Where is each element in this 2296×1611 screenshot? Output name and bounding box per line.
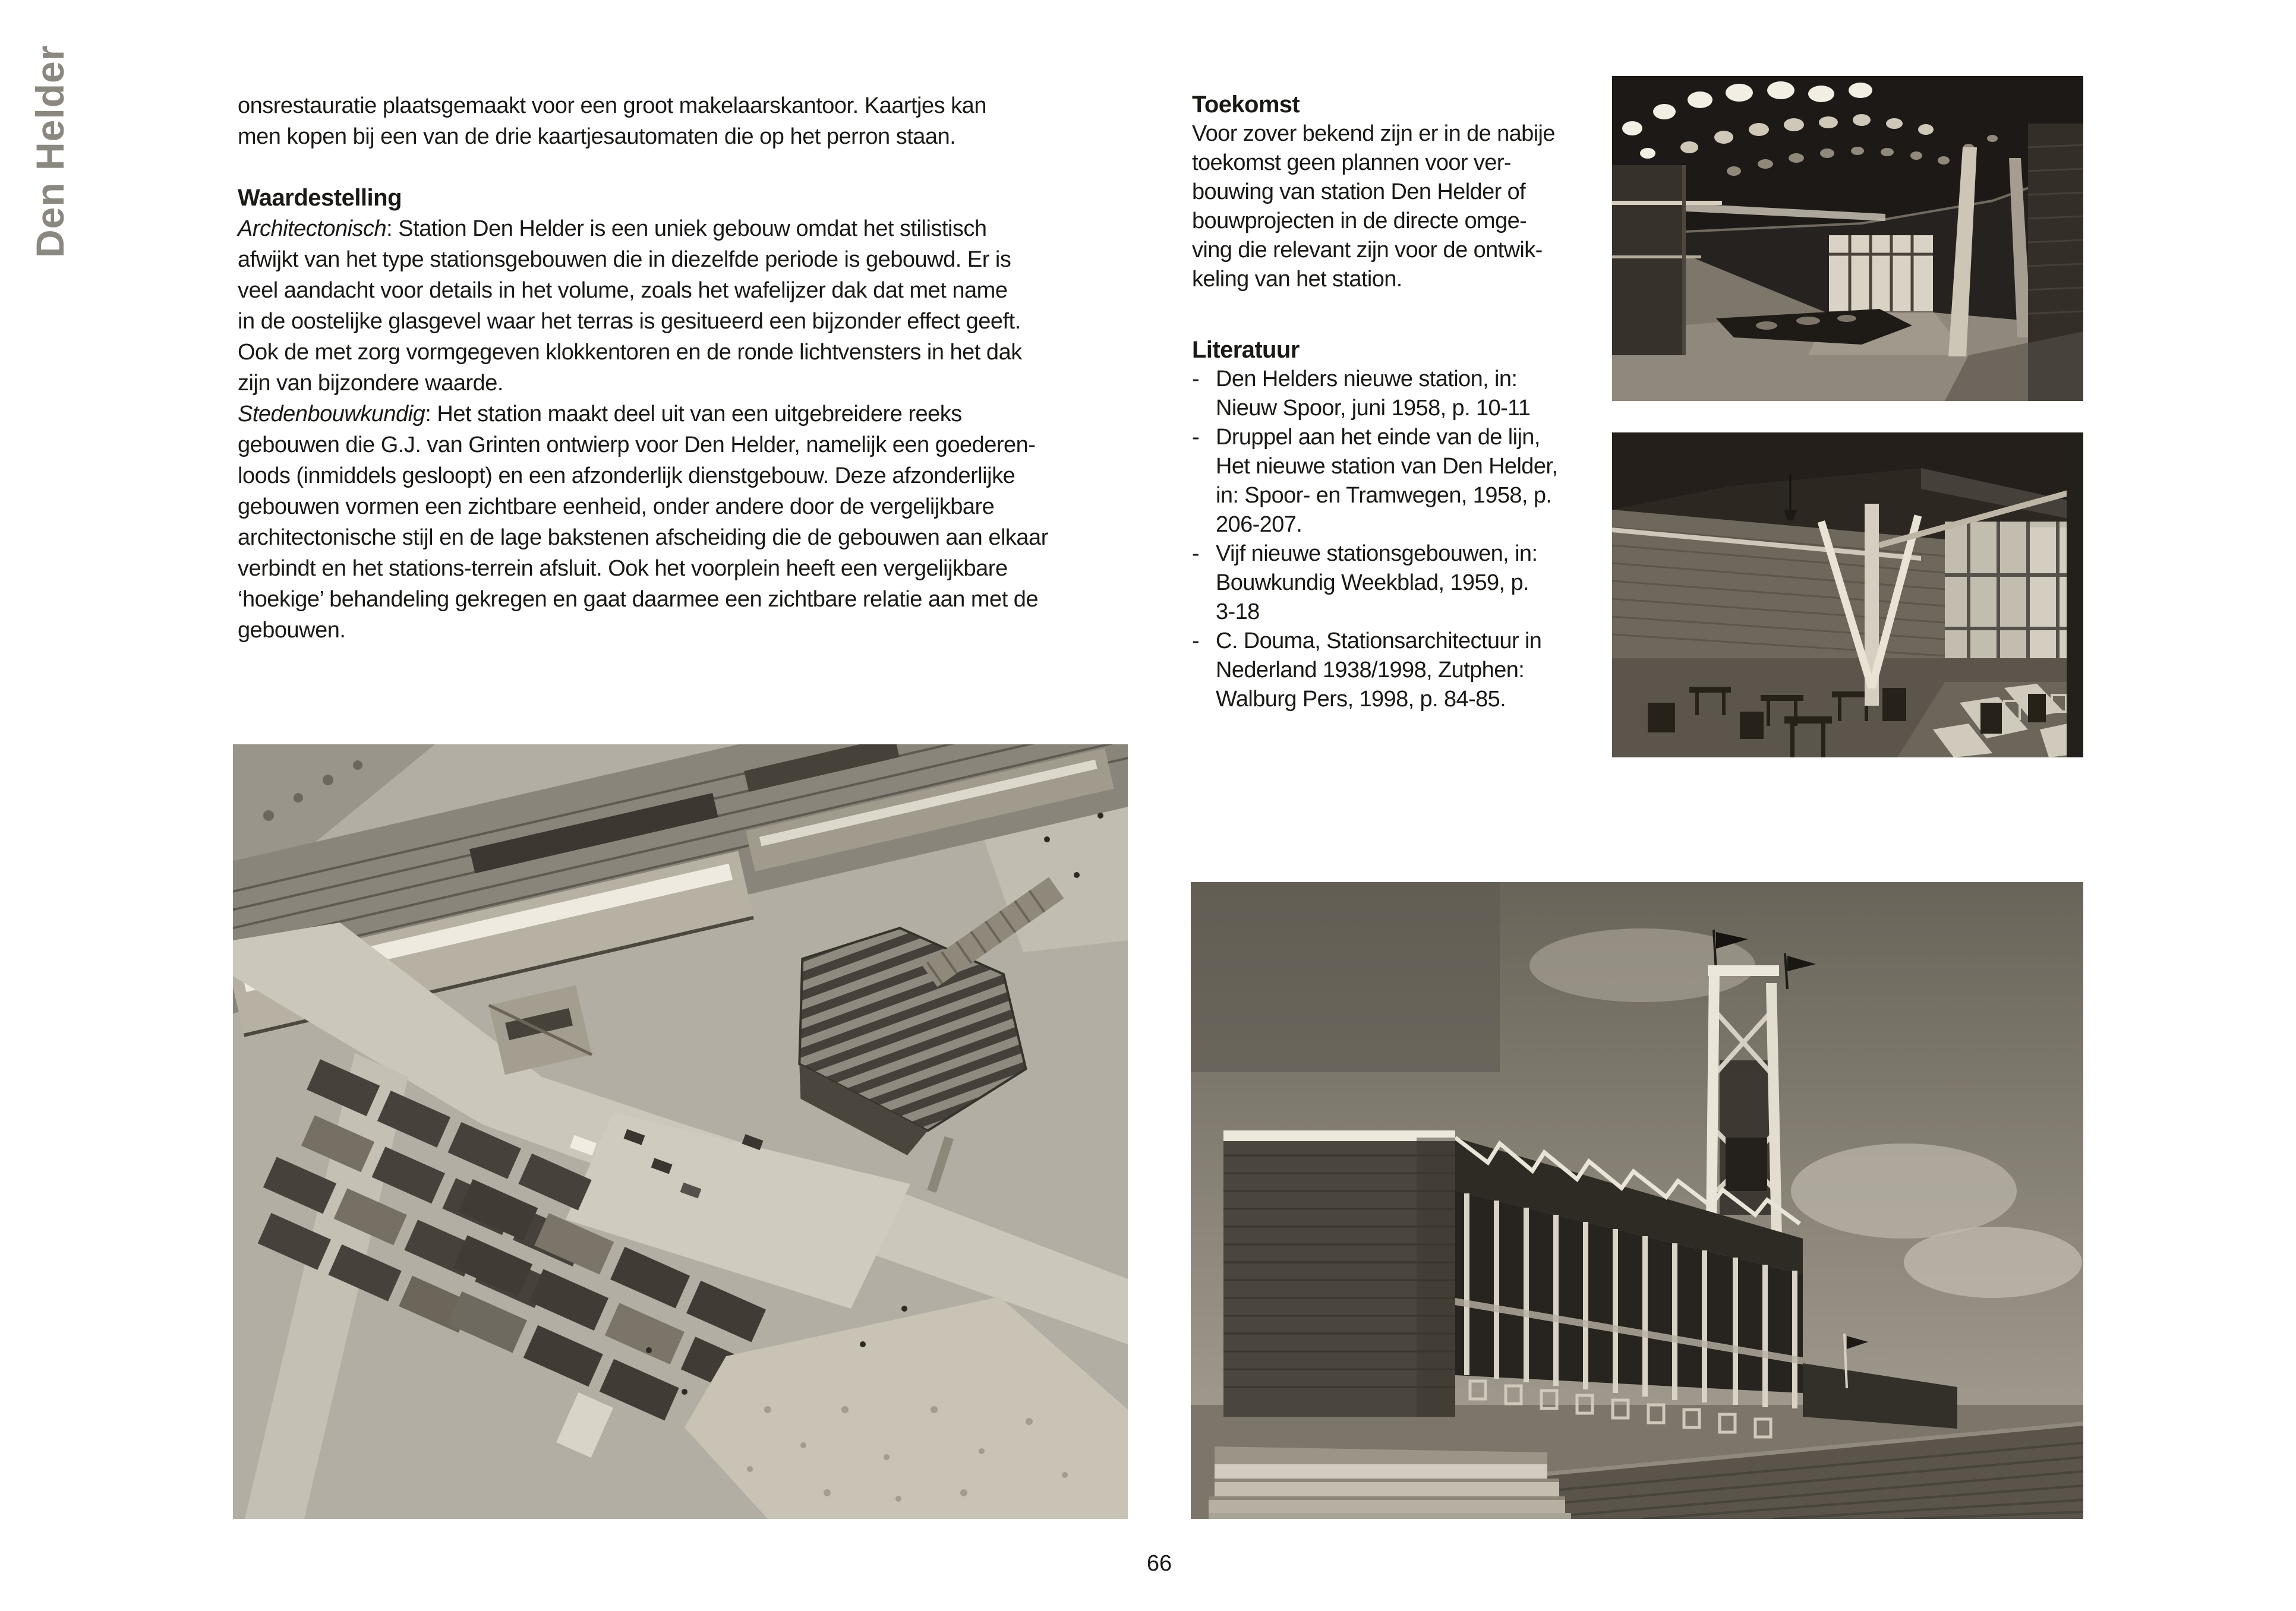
body-line: onsrestauratie plaatsgemaakt voor een groot makelaarskantoor. Kaartjes kan [238,93,986,118]
body-line: zijn van bijzondere waarde. [238,371,503,396]
photo-exterior-illustration [1191,882,2083,1519]
body-line: men kopen bij een van de drie kaartjesautomaten die op het perron staan. [238,124,956,149]
list-dash: - [1192,628,1200,653]
term-architectonisch: Architectonisch [238,216,387,241]
body-text: : Station Den Helder is een uniek gebouw omdat het stilistisch [386,216,987,241]
list-dash: - [1192,425,1200,450]
literature-line: Het nieuwe station van Den Helder, [1216,454,1558,479]
body-line: architectonische stijl en de lage bakstenen afscheiding die de gebouwen aan elkaar [238,525,1048,550]
literature-line: Druppel aan het einde van de lijn, [1216,425,1540,450]
literature-item [1192,365,1608,423]
section-heading-literatuur: Literatuur [1192,337,1300,363]
body-line: ving die relevant zijn voor de ontwik- [1192,238,1543,263]
spacer [1192,294,1608,336]
literature-line: 206-207. [1216,512,1302,537]
spacer [238,152,1148,182]
literature-line: C. Douma, Stationsarchitectuur in [1216,628,1542,653]
photo-station-restaurant-interior [1612,432,2083,757]
body-line: loods (inmiddels gesloopt) en een afzonderlijk dienstgebouw. Deze afzonderlijke [238,463,1015,488]
photo-aerial-view-station-area [233,744,1128,1519]
body-line: veel aandacht voor details in het volume, zoals het wafelijzer dak dat met name [238,278,1008,303]
literature-line: Nieuw Spoor, juni 1958, p. 10-11 [1216,396,1531,421]
literature-line: 3-18 [1216,599,1260,624]
literature-line: Nederland 1938/1998, Zutphen: [1216,658,1525,683]
body-line: bouwing van station Den Helder of [1192,179,1526,204]
body-line: Ook de met zorg vormgegeven klokkentoren en de ronde lichtvensters in het dak [238,340,1022,365]
literature-line: Den Helders nieuwe station, in: [1216,367,1518,391]
literature-item [1192,627,1608,714]
body-line: keling van het station. [1192,267,1402,292]
literature-line: Walburg Pers, 1998, p. 84-85. [1216,687,1506,712]
section-heading-toekomst: Toekomst [1192,91,1300,118]
literature-item [1192,539,1608,627]
body-line: toekomst geen plannen voor ver- [1192,150,1511,175]
body-line: bouwprojecten in de directe omge- [1192,209,1527,233]
list-dash: - [1192,541,1200,566]
right-text-column [1192,90,1608,714]
photo-aerial-illustration [233,744,1128,1519]
body-line: gebouwen vormen een zichtbare eenheid, onder andere door de vergelijkbare [238,494,995,519]
body-line: afwijkt van het type stationsgebouwen die in diezelfde periode is gebouwd. Er is [238,247,1011,272]
section-heading-waardestelling: Waardestelling [238,185,402,211]
photo-restaurant-illustration [1612,432,2083,757]
photo-hall-illustration [1612,76,2083,401]
body-line: gebouwen. [238,618,346,643]
body-text: : Het station maakt deel uit van een uitgebreidere reeks [425,402,962,427]
body-line: in de oostelijke glasgevel waar het terras is gesitueerd een bijzonder effect geeft. [238,309,1021,334]
body-line: verbindt en het stations-terrein afsluit. Ook het voorplein heeft een vergelijkbare [238,556,1008,581]
body-line: gebouwen die G.J. van Grinten ontwierp voor Den Helder, namelijk een goederen- [238,432,1036,457]
literature-line: in: Spoor- en Tramwegen, 1958, p. [1216,483,1552,508]
body-line [238,399,1148,429]
literature-item [1192,423,1608,539]
photo-station-exterior-clock-tower [1191,882,2083,1519]
chapter-label-vertical: Den Helder [28,45,72,258]
photo-station-hall-interior [1612,76,2083,401]
literature-line: Vijf nieuwe stationsgebouwen, in: [1216,541,1538,566]
body-line: ‘hoekige’ behandeling gekregen en gaat daarmee een zichtbare relatie aan met de [238,587,1039,612]
literature-line: Bouwkundig Weekblad, 1959, p. [1216,570,1529,595]
term-stedenbouwkundig: Stedenbouwkundig [238,402,425,427]
page-number: 66 [1146,1551,1172,1576]
body-line [238,213,1148,244]
main-text-column [238,90,1148,646]
list-dash: - [1192,367,1200,391]
body-line: Voor zover bekend zijn er in de nabije [1192,121,1555,146]
